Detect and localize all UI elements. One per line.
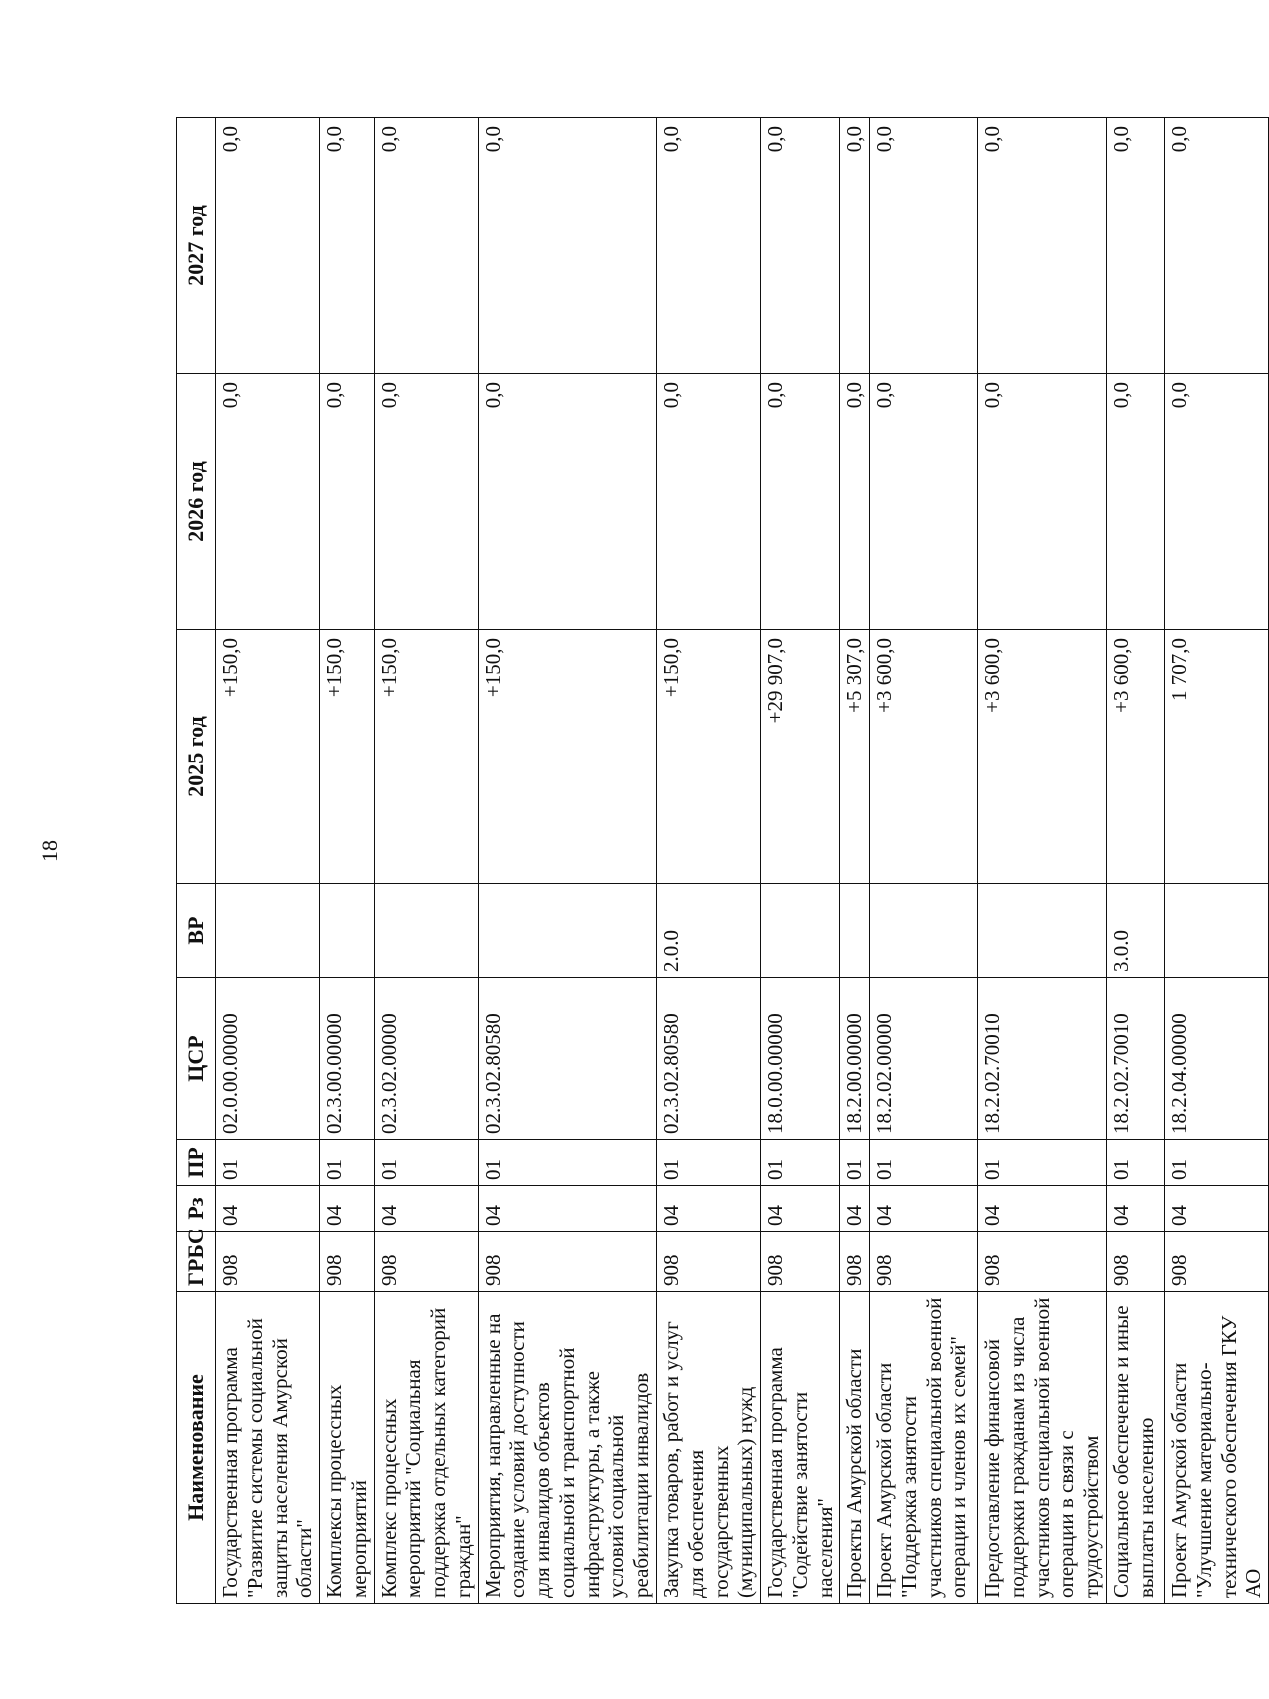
cell-grbs: 908 [374, 1232, 478, 1292]
cell-2025: +29 907,0 [761, 630, 840, 884]
cell-2026: 0,0 [870, 374, 978, 630]
cell-csr: 02.3.02.80580 [657, 978, 761, 1140]
table-row [657, 118, 761, 1604]
cell-csr: 18.2.02.70010 [1106, 978, 1164, 1140]
cell-grbs: 908 [1164, 1232, 1268, 1292]
cell-2026: 0,0 [478, 374, 656, 630]
table-row [320, 118, 375, 1604]
cell-vr [761, 884, 840, 978]
table-row [1164, 118, 1268, 1604]
table-row [870, 118, 978, 1604]
cell-rz: 04 [870, 1186, 978, 1232]
cell-name: Государственная программа "Развитие системы социальной защиты населения Амурской области" [216, 1292, 320, 1604]
cell-vr [320, 884, 375, 978]
cell-2027: 0,0 [1164, 118, 1268, 374]
cell-2027: 0,0 [840, 118, 870, 374]
cell-pr: 01 [478, 1140, 656, 1186]
cell-vr [1164, 884, 1268, 978]
cell-2027: 0,0 [374, 118, 478, 374]
header-2027: 2027 год [177, 118, 216, 374]
table-row [216, 118, 320, 1604]
cell-2025: +150,0 [216, 630, 320, 884]
cell-rz: 04 [320, 1186, 375, 1232]
cell-vr [870, 884, 978, 978]
cell-csr: 18.2.02.70010 [978, 978, 1107, 1140]
cell-grbs: 908 [657, 1232, 761, 1292]
table-row [1106, 118, 1164, 1604]
cell-grbs: 908 [761, 1232, 840, 1292]
rotated-table-area [176, 118, 1266, 1604]
cell-grbs: 908 [216, 1232, 320, 1292]
cell-vr [216, 884, 320, 978]
table-row [978, 118, 1107, 1604]
page-number: 18 [37, 840, 62, 862]
cell-csr: 02.3.00.00000 [320, 978, 375, 1140]
cell-rz: 04 [478, 1186, 656, 1232]
header-csr: ЦСР [177, 978, 216, 1140]
cell-pr: 01 [374, 1140, 478, 1186]
header-2026: 2026 год [177, 374, 216, 630]
cell-2025: +150,0 [657, 630, 761, 884]
cell-grbs: 908 [870, 1232, 978, 1292]
cell-name: Проект Амурской области "Улучшение материально-технического обеспечения ГКУ АО [1164, 1292, 1268, 1604]
cell-rz: 04 [840, 1186, 870, 1232]
cell-2026: 0,0 [761, 374, 840, 630]
cell-2027: 0,0 [657, 118, 761, 374]
cell-name: Комплексы процессных мероприятий [320, 1292, 375, 1604]
cell-pr: 01 [657, 1140, 761, 1186]
cell-2027: 0,0 [320, 118, 375, 374]
table-row [478, 118, 656, 1604]
header-name: Наименование [177, 1292, 216, 1604]
cell-grbs: 908 [840, 1232, 870, 1292]
cell-csr: 18.2.02.00000 [870, 978, 978, 1140]
cell-2026: 0,0 [374, 374, 478, 630]
cell-vr [478, 884, 656, 978]
cell-pr: 01 [978, 1140, 1107, 1186]
cell-csr: 18.0.00.00000 [761, 978, 840, 1140]
cell-name: Мероприятия, направленные на создание условий доступности для инвалидов объектов социальной и транспортной инфраструктуры, а также условий социальной реабилитации инвалидов [478, 1292, 656, 1604]
cell-2025: +3 600,0 [978, 630, 1107, 884]
table-wrapper [176, 118, 1266, 1604]
cell-2027: 0,0 [216, 118, 320, 374]
cell-vr: 3.0.0 [1106, 884, 1164, 978]
cell-2026: 0,0 [657, 374, 761, 630]
cell-rz: 04 [657, 1186, 761, 1232]
cell-name: Государственная программа "Содействие занятости населения" [761, 1292, 840, 1604]
header-vr: ВР [177, 884, 216, 978]
cell-rz: 04 [374, 1186, 478, 1232]
header-rz: Рз [177, 1186, 216, 1232]
cell-vr [374, 884, 478, 978]
cell-pr: 01 [761, 1140, 840, 1186]
cell-csr: 02.0.00.00000 [216, 978, 320, 1140]
cell-csr: 18.2.00.00000 [840, 978, 870, 1140]
header-grbs: ГРБС [177, 1232, 216, 1292]
cell-grbs: 908 [320, 1232, 375, 1292]
budget-table [176, 117, 1269, 1604]
cell-name: Проекты Амурской области [840, 1292, 870, 1604]
cell-grbs: 908 [1106, 1232, 1164, 1292]
cell-rz: 04 [1164, 1186, 1268, 1232]
cell-2027: 0,0 [870, 118, 978, 374]
cell-pr: 01 [320, 1140, 375, 1186]
cell-2026: 0,0 [978, 374, 1107, 630]
header-2025: 2025 год [177, 630, 216, 884]
cell-pr: 01 [870, 1140, 978, 1186]
cell-rz: 04 [1106, 1186, 1164, 1232]
cell-2025: 1 707,0 [1164, 630, 1268, 884]
cell-name: Комплекс процессных мероприятий "Социальная поддержка отдельных категорий граждан" [374, 1292, 478, 1604]
cell-rz: 04 [761, 1186, 840, 1232]
cell-vr [978, 884, 1107, 978]
table-header-row [177, 118, 216, 1604]
cell-2025: +150,0 [320, 630, 375, 884]
cell-name: Закупка товаров, работ и услуг для обеспечения государственных (муниципальных) нужд [657, 1292, 761, 1604]
cell-name: Предоставление финансовой поддержки гражданам из числа участников специальной военной операции в связи с трудоустройством [978, 1292, 1107, 1604]
cell-name: Социальное обеспечение и иные выплаты населению [1106, 1292, 1164, 1604]
table-row [761, 118, 840, 1604]
cell-csr: 02.3.02.00000 [374, 978, 478, 1140]
cell-name: Проект Амурской области "Поддержка занятости участников специальной военной операции и членов их семей" [870, 1292, 978, 1604]
cell-2025: +3 600,0 [1106, 630, 1164, 884]
cell-grbs: 908 [478, 1232, 656, 1292]
cell-pr: 01 [1164, 1140, 1268, 1186]
cell-2027: 0,0 [761, 118, 840, 374]
cell-rz: 04 [978, 1186, 1107, 1232]
cell-2026: 0,0 [320, 374, 375, 630]
cell-2027: 0,0 [1106, 118, 1164, 374]
cell-vr: 2.0.0 [657, 884, 761, 978]
header-pr: ПР [177, 1140, 216, 1186]
cell-pr: 01 [1106, 1140, 1164, 1186]
cell-2026: 0,0 [840, 374, 870, 630]
cell-rz: 04 [216, 1186, 320, 1232]
cell-csr: 02.3.02.80580 [478, 978, 656, 1140]
cell-csr: 18.2.04.00000 [1164, 978, 1268, 1140]
table-row [840, 118, 870, 1604]
cell-pr: 01 [840, 1140, 870, 1186]
cell-2027: 0,0 [978, 118, 1107, 374]
cell-2026: 0,0 [1106, 374, 1164, 630]
cell-2026: 0,0 [1164, 374, 1268, 630]
cell-2025: +3 600,0 [870, 630, 978, 884]
cell-grbs: 908 [978, 1232, 1107, 1292]
cell-pr: 01 [216, 1140, 320, 1186]
cell-vr [840, 884, 870, 978]
cell-2025: +150,0 [374, 630, 478, 884]
cell-2027: 0,0 [478, 118, 656, 374]
table-row [374, 118, 478, 1604]
cell-2025: +150,0 [478, 630, 656, 884]
cell-2025: +5 307,0 [840, 630, 870, 884]
cell-2026: 0,0 [216, 374, 320, 630]
